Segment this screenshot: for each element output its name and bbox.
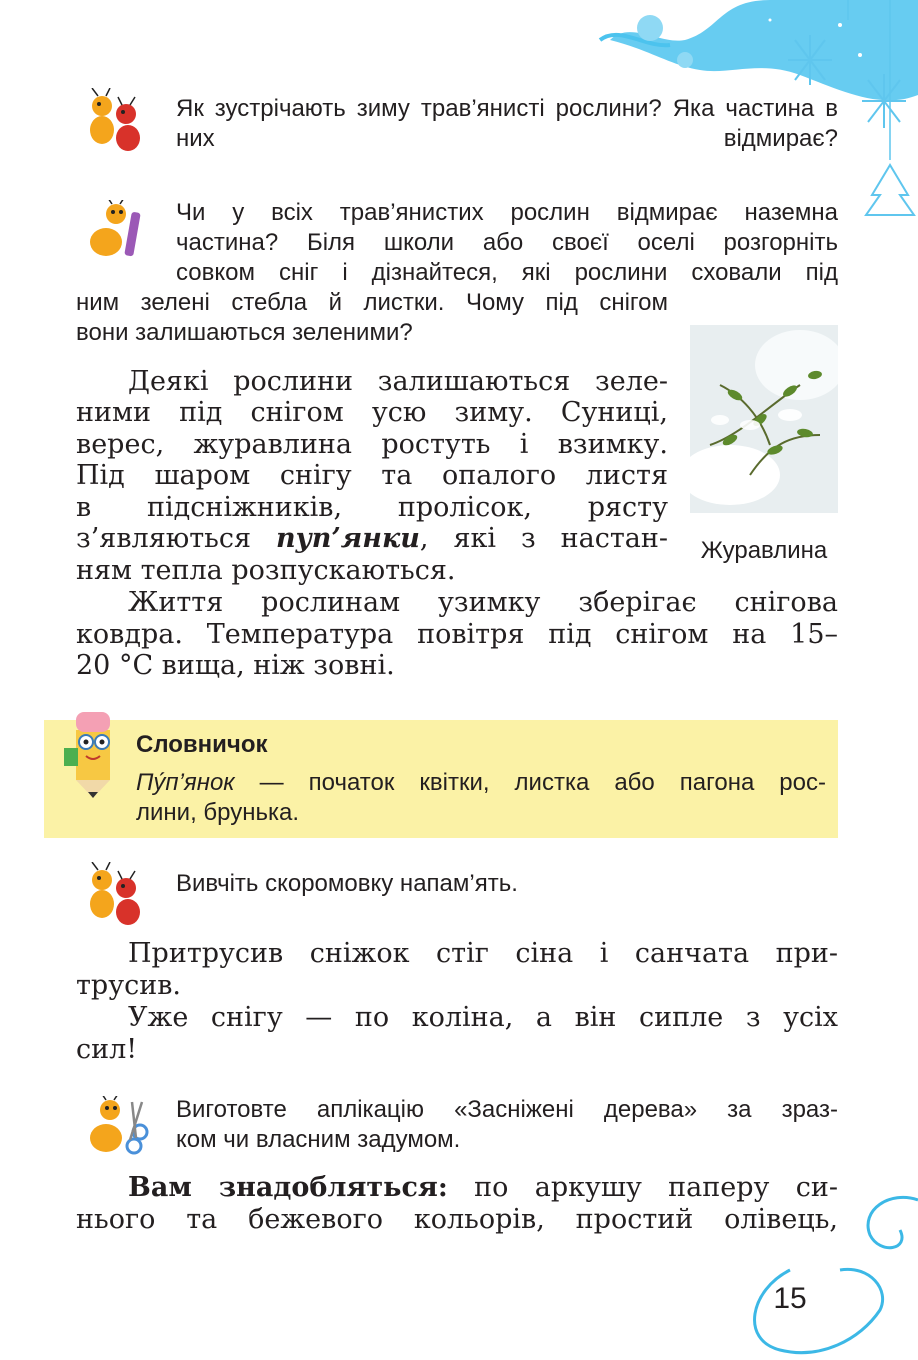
twister-line4: сил! — [76, 1034, 138, 1065]
task3-instruction: Вивчіть скоромовку напам’ять. — [176, 870, 518, 897]
materials-line1: Вам знадобляться: по аркушу паперу си- — [128, 1172, 838, 1203]
ant-pencil-icon — [76, 200, 148, 266]
task1-question: Як зустрічають зиму трав’янисті рослини? Яка частина в них відмирає? — [176, 95, 838, 152]
para2-line3: 20 °С вища, ніж зовні. — [76, 650, 395, 681]
para1-line2: ними під снігом усю зиму. Суниці, — [76, 397, 668, 428]
task2-line1: Чи у всіх трав’янистих рослин відмирає наземна — [176, 199, 838, 226]
para1-line6: з’являються пуп’янки, які з настан- — [76, 523, 669, 554]
glossary-def-line1: Пу́п’янок — початок квітки, листка або пагона рос- — [136, 769, 826, 796]
photo-caption: Журавлина — [700, 537, 828, 564]
task2-line3: совком сніг і дізнайтеся, які рослини сховали під — [176, 259, 838, 286]
materials-label: Вам знадобляться: — [128, 1172, 448, 1203]
materials-line2: нього та бежевого кольорів, простий олівець, — [76, 1204, 838, 1235]
ants-icon — [80, 862, 150, 930]
para1-line3: верес, журавлина ростуть і взимку. — [76, 429, 668, 460]
para2-line2: ковдра. Температура повітря під снігом на 15– — [76, 619, 838, 650]
para1-line7: ням тепла розпускаються. — [76, 555, 456, 586]
para1-line4: Під шаром снігу та опалого листя — [76, 460, 668, 491]
twister-line1: Притрусив сніжок стіг сіна і санчата при- — [128, 938, 838, 969]
task2-line2: частина? Біля школи або своєї оселі розгорніть — [176, 229, 838, 256]
page-number: 15 — [773, 1282, 807, 1315]
task2-line4: ним зелені стебла й листки. Чому під снігом — [76, 289, 668, 316]
twister-line3: Уже снігу — по коліна, а він сипле з усіх — [128, 1002, 838, 1033]
para1-line5: в підсніжників, пролісок, рясту — [76, 492, 668, 523]
glossary-term: Пу́п’янок — [136, 769, 235, 796]
para1-line1: Деякі рослини залишаються зеле- — [128, 366, 668, 397]
tree-icon — [866, 165, 914, 215]
twister-line2: трусив. — [76, 970, 182, 1001]
cranberry-photo — [690, 325, 838, 513]
glossary-title: Словничок — [136, 731, 268, 758]
term-pupianky: пуп’янки — [276, 523, 420, 554]
task2-line5: вони залишаються зеленими? — [76, 319, 413, 346]
task4-line1: Виготовте аплікацію «Засніжені дерева» за зраз- — [176, 1096, 838, 1123]
ant-scissors-icon — [78, 1096, 150, 1162]
para2-line1: Життя рослинам узимку зберігає снігова — [128, 587, 838, 618]
ants-icon — [80, 88, 150, 156]
page-number-swirl — [740, 1190, 918, 1360]
pencil-character-icon — [58, 700, 128, 800]
task4-line2: ком чи власним задумом. — [176, 1126, 461, 1153]
glossary-def-line2: лини, брунька. — [136, 799, 300, 826]
